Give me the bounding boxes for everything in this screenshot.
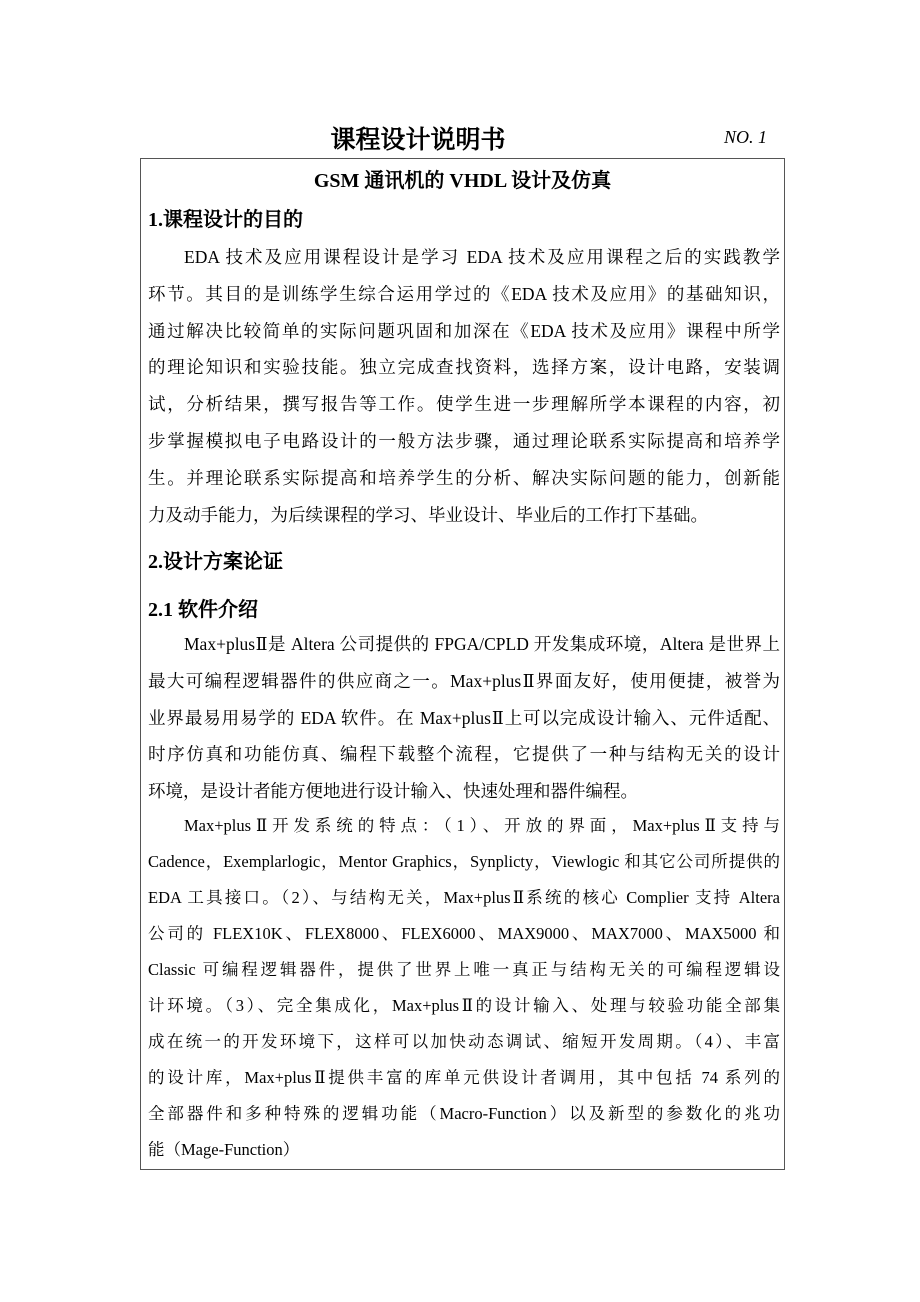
section-1-heading: 1.课程设计的目的: [148, 209, 303, 231]
text-line: EDA 技术及应用课程设计是学习 EDA 技术及应用课程之后的实践教学: [184, 247, 780, 267]
text-line: Classic 可编程逻辑器件，提供了世界上唯一真正与结构无关的可编程逻辑设: [148, 960, 780, 979]
text-line: 计环境。（3）、完全集成化，Max+plusⅡ的设计输入、处理与较验功能全部集: [148, 996, 780, 1015]
content-frame: [140, 158, 785, 1170]
text-line: 步掌握模拟电子电路设计的一般方法步骤，通过理论联系实际提高和培养学: [148, 430, 780, 451]
text-line: 通过解决比较简单的实际问题巩固和加深在《EDA 技术及应用》课程中所学: [148, 320, 780, 341]
text-line: 的理论知识和实验技能。独立完成查找资料，选择方案，设计电路，安装调: [148, 357, 780, 378]
text-line: 全部器件和多种特殊的逻辑功能（Macro-Function）以及新型的参数化的兆功: [148, 1104, 780, 1123]
text-line: 生。并理论联系实际提高和培养学生的分析、解决实际问题的能力，创新能: [148, 467, 780, 488]
text-line: Max+plusⅡ是 Altera 公司提供的 FPGA/CPLD 开发集成环境，Altera 是世界上: [184, 634, 780, 654]
text-line: 试，分析结果，撰写报告等工作。使学生进一步理解所学本课程的内容，初: [148, 394, 780, 415]
text-line: 成在统一的开发环境下，这样可以加快动态调试、缩短开发周期。（4）、丰富: [148, 1032, 780, 1051]
section-2-1-heading: 2.1 软件介绍: [148, 599, 258, 621]
text-line: Max+plusⅡ开发系统的特点：（1）、开放的界面，Max+plusⅡ支持与: [184, 816, 780, 835]
text-line: 公司的 FLEX10K、FLEX8000、FLEX6000、MAX9000、MAX7000、MAX5000 和: [148, 924, 780, 943]
text-line: 环节。其目的是训练学生综合运用学过的《EDA 技术及应用》的基础知识，: [148, 283, 780, 304]
text-line: 环境，是设计者能方便地进行设计输入、快速处理和器件编程。: [148, 781, 638, 802]
section-2-1-paragraph-1: [148, 626, 780, 810]
text-line: Cadence，Exemplarlogic，Mentor Graphics，Synplicty，Viewlogic 和其它公司所提供的: [148, 852, 780, 871]
document-title: GSM 通讯机的 VHDL 设计及仿真: [313, 170, 612, 192]
page-header-title: 课程设计说明书: [330, 127, 506, 154]
section-2-1-paragraph-2: [148, 808, 780, 1168]
text-line: 能（Mage-Function）: [148, 1140, 300, 1159]
text-line: EDA 工具接口。（2）、与结构无关，Max+plusⅡ系统的核心 Complier 支持 Altera: [148, 888, 780, 907]
text-line: 最大可编程逻辑器件的供应商之一。Max+plusⅡ界面友好，使用便捷，被誉为: [148, 670, 780, 691]
text-line: 力及动手能力，为后续课程的学习、毕业设计、毕业后的工作打下基础。: [148, 504, 708, 525]
text-line: 业界最易用易学的 EDA 软件。在 Max+plusⅡ上可以完成设计输入、元件适配、: [148, 707, 780, 728]
text-line: 的设计库，Max+plusⅡ提供丰富的库单元供设计者调用，其中包括 74 系列的: [148, 1068, 780, 1087]
section-1-paragraph: [148, 239, 780, 533]
text-line: 时序仿真和功能仿真、编程下载整个流程，它提供了一种与结构无关的设计: [148, 744, 780, 765]
page-number: NO. 1: [724, 127, 768, 147]
section-2-heading: 2.设计方案论证: [148, 551, 283, 573]
